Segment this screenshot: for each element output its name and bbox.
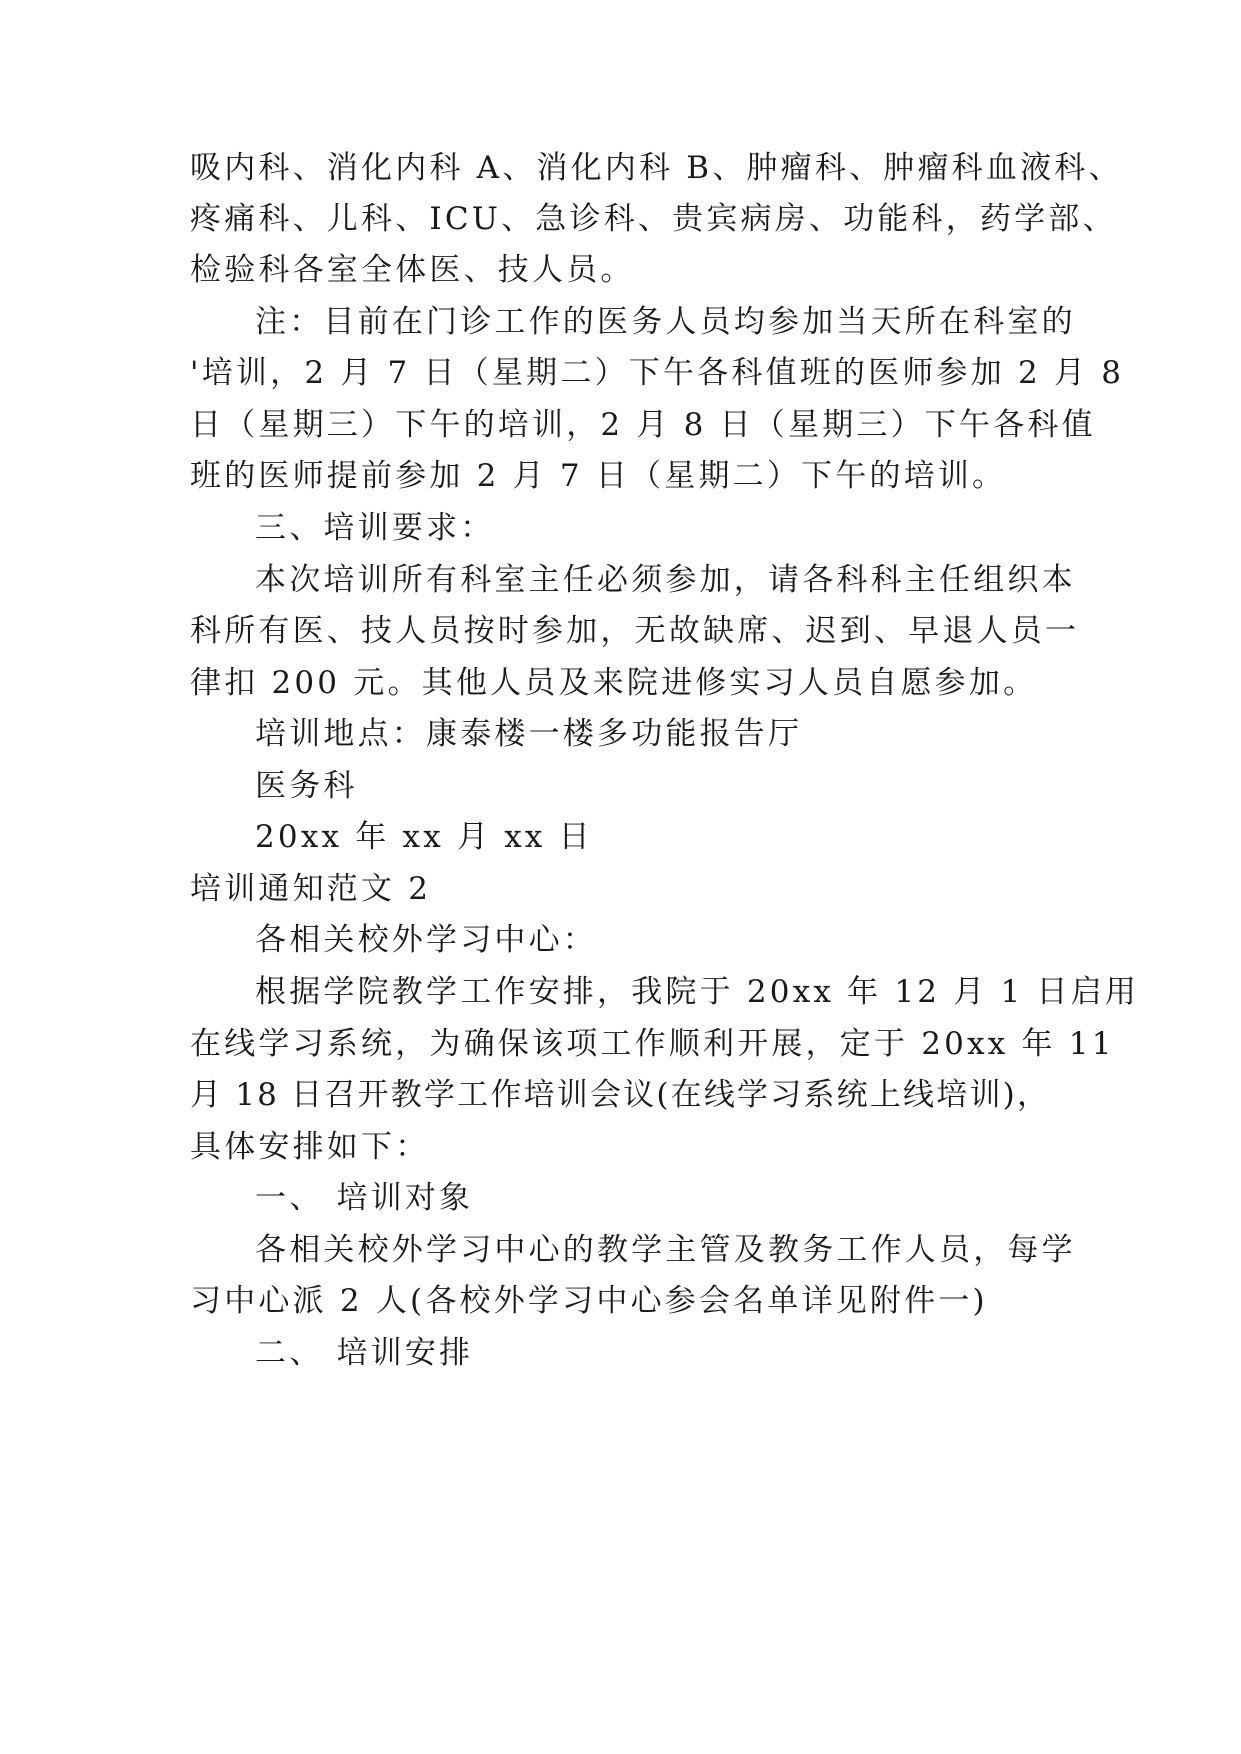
text-line: 在线学习系统，为确保该项工作顺利开展，定于 20xx 年 11 [190, 1026, 1115, 1062]
text-line: 根据学院教学工作安排，我院于 20xx 年 12 月 1 日启用 [255, 974, 1140, 1010]
text-line: 培训地点：康泰楼一楼多功能报告厅 [255, 716, 803, 752]
section-heading: 三、培训要求： [255, 510, 495, 546]
signature-date: 20xx 年 xx 月 xx 日 [255, 819, 593, 855]
text-line: '培训，2 月 7 日（星期二）下午各科值班的医师参加 2 月 8 [190, 355, 1125, 391]
text-line: 月 18 日召开教学工作培训会议(在线学习系统上线培训)， [190, 1077, 1051, 1113]
section-heading: 二、 培训安排 [255, 1335, 474, 1371]
text-line: 本次培训所有科室主任必须参加，请各科科主任组织本 [255, 562, 1076, 598]
text-line: 注：目前在门诊工作的医务人员均参加当天所在科室的 [255, 304, 1076, 340]
text-line: 吸内科、消化内科 A、消化内科 B、肿瘤科、肿瘤科血液科、 [190, 150, 1123, 186]
text-line: 疼痛科、儿科、ICU、急诊科、贵宾病房、功能科，药学部、 [190, 201, 1117, 237]
text-line: 各相关校外学习中心的教学主管及教务工作人员，每学 [255, 1232, 1076, 1268]
text-line: 检验科各室全体医、技人员。 [190, 252, 635, 288]
text-line: 习中心派 2 人(各校外学习中心参会名单详见附件一) [190, 1283, 988, 1319]
text-line: 科所有医、技人员按时参加，无故缺席、迟到、早退人员一 [190, 613, 1080, 649]
salutation: 各相关校外学习中心： [255, 922, 597, 958]
text-line: 日（星期三）下午的培训，2 月 8 日（星期三）下午各科值 [190, 407, 1096, 443]
signature-dept: 医务科 [255, 768, 358, 804]
section-heading: 一、 培训对象 [255, 1180, 474, 1216]
document-title: 培训通知范文 2 [190, 871, 432, 907]
text-line: 具体安排如下： [190, 1129, 430, 1165]
text-line: 班的医师提前参加 2 月 7 日（星期二）下午的培训。 [190, 458, 1007, 494]
text-line: 律扣 200 元。其他人员及来院进修实习人员自愿参加。 [190, 665, 1038, 701]
